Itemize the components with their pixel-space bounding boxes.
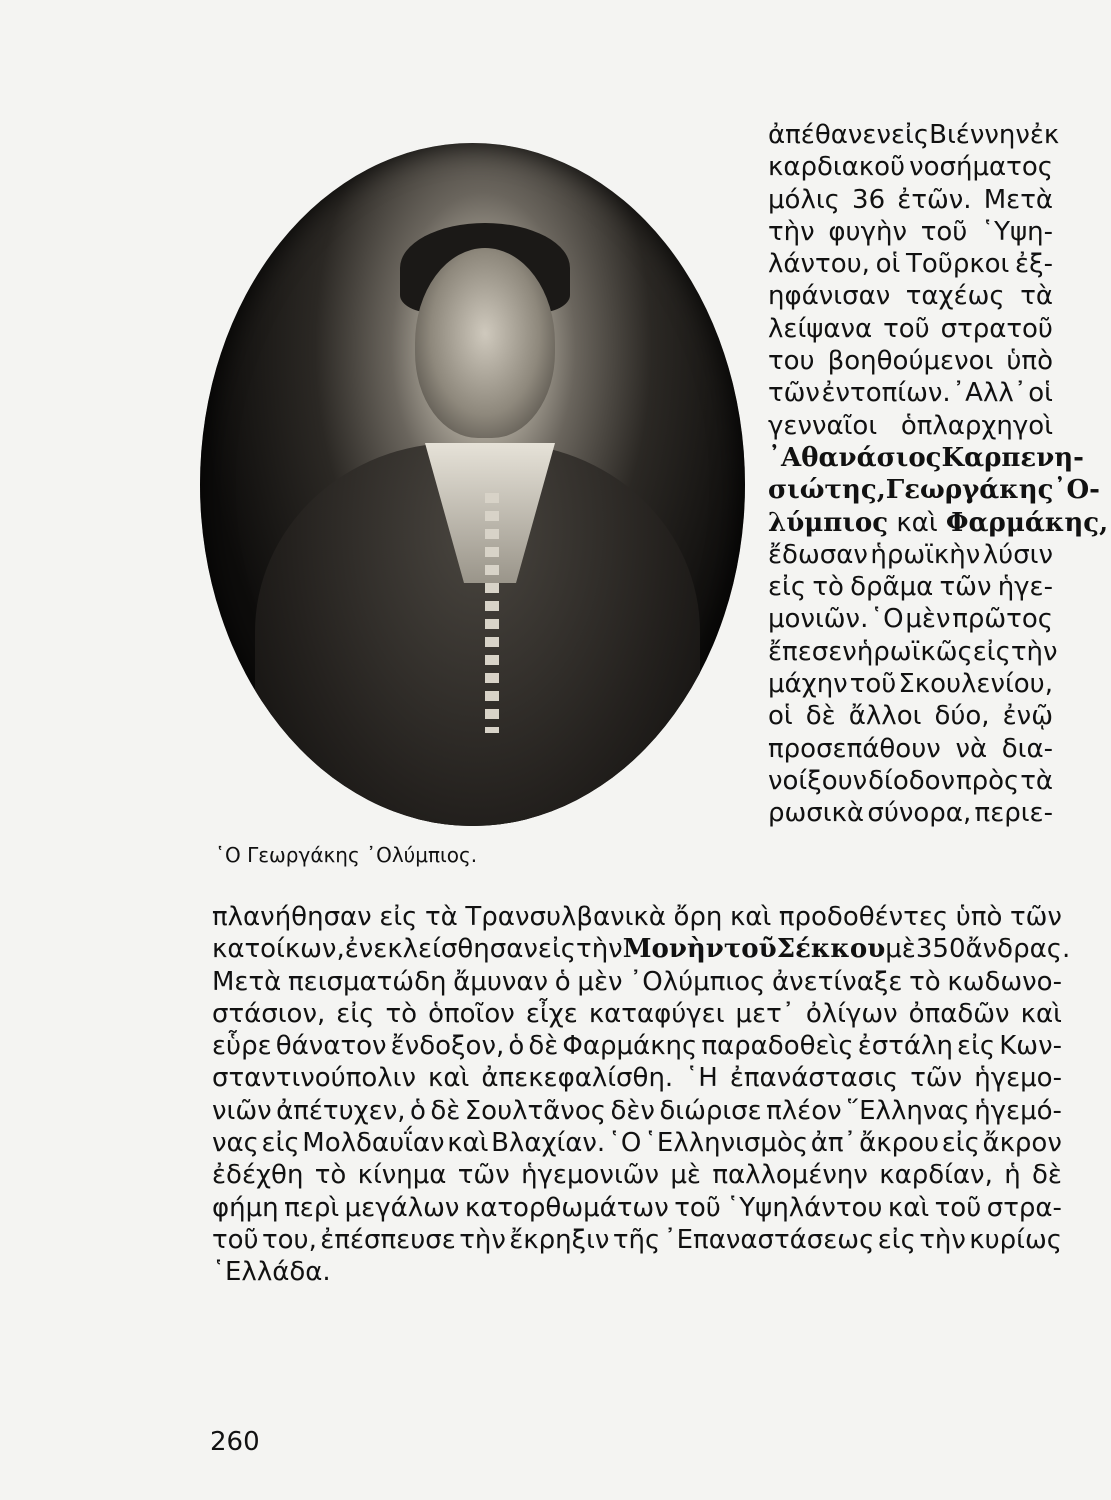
word: ἄκρου — [859, 1128, 940, 1159]
word: Μετὰ — [983, 184, 1053, 215]
word: εἰς — [261, 1128, 300, 1159]
word: κατοίκων, — [212, 934, 345, 965]
text-line — [768, 280, 1053, 312]
word: Καρπενη- — [941, 442, 1084, 473]
text-line — [768, 539, 1053, 571]
word: τοῦ — [849, 669, 897, 700]
word: μόλις — [768, 184, 840, 215]
text-line — [768, 184, 1053, 216]
word: λάντου, — [768, 249, 870, 280]
word: ὀλίγων — [805, 998, 898, 1029]
word: ῾Ο — [607, 1128, 642, 1159]
text-line — [768, 636, 1058, 668]
word: καὶ — [428, 1063, 470, 1094]
word: σταντινούπολιν — [212, 1063, 416, 1094]
word: ηφάνισαν — [768, 281, 891, 312]
word: Σουλτᾶνος — [464, 1095, 606, 1126]
text-line — [212, 1159, 1062, 1191]
word: οἱ — [768, 701, 793, 732]
word: μονιῶν. — [768, 604, 869, 635]
portrait-caption: ῾Ο Γεωργάκης ᾿Ολύμπιος. — [215, 843, 478, 867]
word: Βλαχίαν. — [491, 1128, 606, 1159]
word: διώρισε — [659, 1095, 762, 1126]
word: οἱ — [1028, 378, 1053, 409]
word: θάνατον — [275, 1031, 387, 1062]
word: ἡγεμονιῶν — [521, 1160, 660, 1191]
word: τῶν — [910, 1063, 963, 1094]
word: εἰς — [941, 1128, 980, 1159]
word: δύο, — [934, 701, 990, 732]
word: ἔκρηξιν — [509, 1224, 610, 1255]
word: ἄνδρας. — [965, 934, 1071, 965]
word: καρδίαν, — [879, 1160, 993, 1191]
word: ὑπὸ — [955, 902, 1003, 932]
word: τοῦ — [920, 216, 968, 247]
word: εἰς — [957, 1031, 996, 1062]
word: ἐκ — [1029, 120, 1060, 150]
word: πλανήθησαν — [212, 902, 372, 932]
word: ῞Ελληνας — [846, 1095, 970, 1126]
word: τοῦ — [883, 313, 930, 344]
text-line — [212, 1095, 1062, 1127]
word: προδοθέντες — [778, 902, 949, 932]
word: ῾Υψηλάντου — [726, 1192, 883, 1223]
word: φυγὴν — [828, 216, 907, 247]
word: μὲν — [577, 966, 623, 997]
word: μάχην — [768, 669, 848, 700]
word: τὰ — [1020, 281, 1053, 312]
word: ὄρη — [673, 902, 723, 932]
word: τὴν — [919, 1224, 966, 1255]
word: ὁποῖον — [428, 998, 515, 1029]
word: ἄλλοι — [848, 701, 922, 732]
text-line — [768, 313, 1053, 345]
word: γενναῖοι — [768, 410, 878, 441]
word: εἰς — [336, 998, 375, 1029]
word: ἐτῶν. — [897, 184, 972, 215]
word: στάσιον, — [212, 998, 326, 1029]
word: ἐπανάστασις — [729, 1063, 899, 1094]
word: ἀπέθανεν — [768, 120, 891, 150]
text-line — [768, 603, 1053, 635]
text-line-bold — [768, 442, 1084, 474]
word: νὰ — [955, 733, 988, 764]
word: καρδιακοῦ — [768, 152, 906, 183]
word: ἄκρον — [982, 1128, 1062, 1159]
word: κίνημα — [357, 1160, 447, 1191]
word: τὰ — [425, 902, 458, 932]
word: εἰς — [877, 1224, 916, 1255]
word: προσεπάθουν — [768, 733, 941, 764]
word: Μετὰ — [212, 966, 282, 997]
text-line — [768, 410, 1053, 442]
right-column-text — [768, 119, 1109, 830]
word: πεισματώδη — [287, 966, 447, 997]
word: τὸ — [909, 966, 941, 997]
word: τὴν — [768, 216, 815, 247]
word: ἐπέσπευσε — [320, 1224, 456, 1255]
word: δὲν — [610, 1095, 655, 1126]
word: ὀπαδῶν — [908, 998, 1010, 1029]
word: ἔπεσεν — [768, 636, 857, 667]
word: Βιέννην — [929, 120, 1030, 150]
text-line — [768, 668, 1053, 700]
word: τῶν — [939, 572, 992, 603]
text-line — [212, 998, 1062, 1030]
text-line-bold — [768, 474, 1100, 506]
word: ἀνετίναξε — [772, 966, 903, 997]
word: του, — [262, 1224, 317, 1255]
word: 350 — [915, 934, 966, 965]
word: ἡγε- — [997, 572, 1053, 603]
text-line — [768, 119, 1060, 151]
word: Τοῦρκοι — [905, 249, 1010, 280]
word: ὁ — [554, 966, 571, 997]
text-line — [212, 966, 1062, 998]
word: νας — [212, 1128, 259, 1159]
word: λύσιν — [982, 539, 1053, 570]
word: σύνορα, — [867, 798, 972, 829]
text-line — [212, 1192, 1062, 1224]
word: εἰς — [972, 636, 1011, 667]
word: μὲ — [670, 1160, 701, 1191]
text-line — [768, 377, 1053, 409]
word: στρα- — [986, 1192, 1062, 1223]
word: ἄμυναν — [453, 966, 549, 997]
word: του — [768, 346, 815, 377]
word: δὲ — [430, 1095, 461, 1126]
word: περιε- — [974, 798, 1053, 829]
word: ᾿Αθανάσιος — [768, 442, 942, 473]
text-line-mixed: λύμπιος καὶ Φαρμάκης, — [768, 507, 1109, 538]
word: τὴν — [459, 1224, 506, 1255]
word: δρᾶμα — [850, 572, 934, 603]
word: τοῦ — [212, 1224, 259, 1255]
word: δὲ — [1032, 1160, 1062, 1191]
word: τὴν — [1010, 636, 1058, 667]
word: καὶ — [729, 902, 772, 932]
word: φήμη — [212, 1192, 279, 1223]
word: κυρίως — [969, 1224, 1062, 1255]
word: τοῦ — [674, 1192, 721, 1223]
word: ῾Η — [685, 1063, 718, 1094]
word: τὸ — [812, 572, 844, 603]
word: ὁ — [508, 1031, 525, 1062]
word: ἐνεκλείσθησαν — [344, 934, 538, 965]
word: ῾Ο — [870, 604, 904, 635]
text-line — [768, 797, 1053, 829]
word: τὸ — [314, 1160, 347, 1191]
text-line — [768, 700, 1053, 732]
word: Γεωργάκης — [885, 475, 1054, 506]
word: ὑπὸ — [1006, 346, 1053, 377]
word: περὶ — [284, 1192, 340, 1223]
word: ἡ — [1004, 1160, 1021, 1191]
word: νοσήματος — [909, 152, 1053, 183]
text-line — [212, 1062, 1062, 1094]
word: δὲ — [528, 1031, 559, 1062]
word: λείψανα — [768, 313, 873, 344]
portrait-buttons — [485, 493, 499, 733]
text-line — [768, 733, 1053, 765]
word: εὗρε — [212, 1031, 272, 1062]
word: εἰς — [537, 934, 577, 965]
word: εἶχε — [525, 998, 578, 1029]
word: τῶν — [457, 1160, 510, 1191]
word: τῶν — [768, 378, 820, 409]
word: δὲ — [805, 701, 836, 732]
word: ἡρωϊκῶς — [856, 636, 973, 667]
word: τοῦ — [934, 1192, 982, 1223]
word: ἡρωϊκὴν — [870, 539, 981, 570]
word: ὁ — [409, 1095, 426, 1126]
word: εἰς — [379, 902, 418, 932]
word: ᾿Ο- — [1053, 475, 1100, 506]
text-line — [768, 765, 1053, 797]
word: ἔδωσαν — [768, 539, 868, 570]
word: Μολδαυΐαν — [302, 1128, 445, 1159]
word: ᾿Ολύμπιος — [629, 966, 766, 997]
text-line — [768, 216, 1053, 248]
word: καὶ — [447, 1128, 489, 1159]
text-line — [212, 1030, 1062, 1062]
text-line — [768, 151, 1053, 183]
portrait-oval-photo — [200, 143, 745, 826]
word: ἐνῷ — [1002, 701, 1053, 732]
word: κατορθωμάτων — [464, 1192, 669, 1223]
word: ἐδέχθη — [212, 1160, 304, 1191]
word: Σέκκου — [776, 934, 886, 965]
text-line — [212, 1127, 1062, 1159]
word: μετ᾿ — [735, 998, 795, 1029]
word: παραδοθεὶς — [701, 1031, 854, 1062]
word: δια- — [1001, 733, 1053, 764]
word: ἀπ᾿ — [810, 1128, 857, 1159]
page-number: 260 — [210, 1427, 260, 1457]
word: τὸ — [385, 998, 418, 1029]
word: ῾Υψη- — [981, 216, 1053, 247]
word: τῆς — [612, 1224, 661, 1255]
text-line-mixed — [212, 933, 1071, 965]
full-width-text — [212, 901, 1071, 1289]
text-line — [212, 901, 1062, 933]
word: Κων- — [999, 1031, 1062, 1062]
word: καὶ — [887, 1192, 930, 1223]
word: ᾿Επαναστάσεως — [663, 1224, 875, 1255]
word: ὁπλαρχηγοὶ — [900, 410, 1053, 441]
word: ἡγεμο- — [974, 1063, 1062, 1094]
word: ρωσικὰ — [768, 798, 865, 829]
word: 36 — [852, 184, 886, 215]
word: Σκουλενίου, — [898, 669, 1053, 700]
word: ταχέως — [905, 281, 1005, 312]
word: νοίξουν — [768, 765, 868, 796]
word: ἔνδοξον, — [390, 1031, 505, 1062]
word: καὶ — [1020, 998, 1062, 1029]
text-line — [768, 345, 1053, 377]
word: τῶν — [1009, 902, 1062, 932]
word: ἀπεκεφαλίσθη. — [481, 1063, 674, 1094]
word: σιώτης, — [768, 475, 886, 506]
word: ῾Ελληνισμὸς — [643, 1128, 809, 1159]
text-line: ῾Ελλάδα. — [212, 1257, 331, 1288]
word: στρατοῦ — [940, 313, 1053, 344]
word: ἡγεμό- — [974, 1095, 1062, 1126]
portrait-face — [415, 248, 555, 438]
word: ᾿Αλλ᾿ — [952, 378, 1027, 409]
word: πλέον — [766, 1095, 842, 1126]
text-line — [768, 248, 1053, 280]
word: μεγάλων — [344, 1192, 460, 1223]
word: παλλομένην — [712, 1160, 868, 1191]
word: τὴν — [576, 934, 623, 965]
word: εἰς — [768, 572, 807, 603]
word: μὲν — [905, 604, 951, 635]
word: μὲ — [885, 934, 916, 965]
text-line — [212, 1224, 1062, 1256]
word: δίοδον — [868, 765, 956, 796]
word: πρῶτος — [952, 604, 1053, 635]
word: τοῦ — [723, 934, 777, 965]
portrait-image — [200, 143, 745, 826]
text-line — [768, 571, 1053, 603]
word: ἀπέτυχεν, — [276, 1095, 406, 1126]
word: ἐξ- — [1015, 249, 1053, 280]
word: Τρανσυλβανικὰ — [465, 902, 666, 932]
word: ἐντοπίων. — [821, 378, 951, 409]
word: πρὸς — [955, 765, 1020, 796]
word: τὰ — [1020, 765, 1053, 796]
word: βοηθούμενοι — [827, 346, 994, 377]
word: νιῶν — [212, 1095, 272, 1126]
word: Φαρμάκης — [562, 1031, 698, 1062]
word: Μονὴν — [622, 934, 724, 965]
word: οἱ — [875, 249, 901, 280]
word: κωδωνο- — [947, 966, 1062, 997]
word: καταφύγει — [588, 998, 725, 1029]
word: ἐστάλη — [857, 1031, 953, 1062]
word: εἰς — [891, 120, 930, 150]
